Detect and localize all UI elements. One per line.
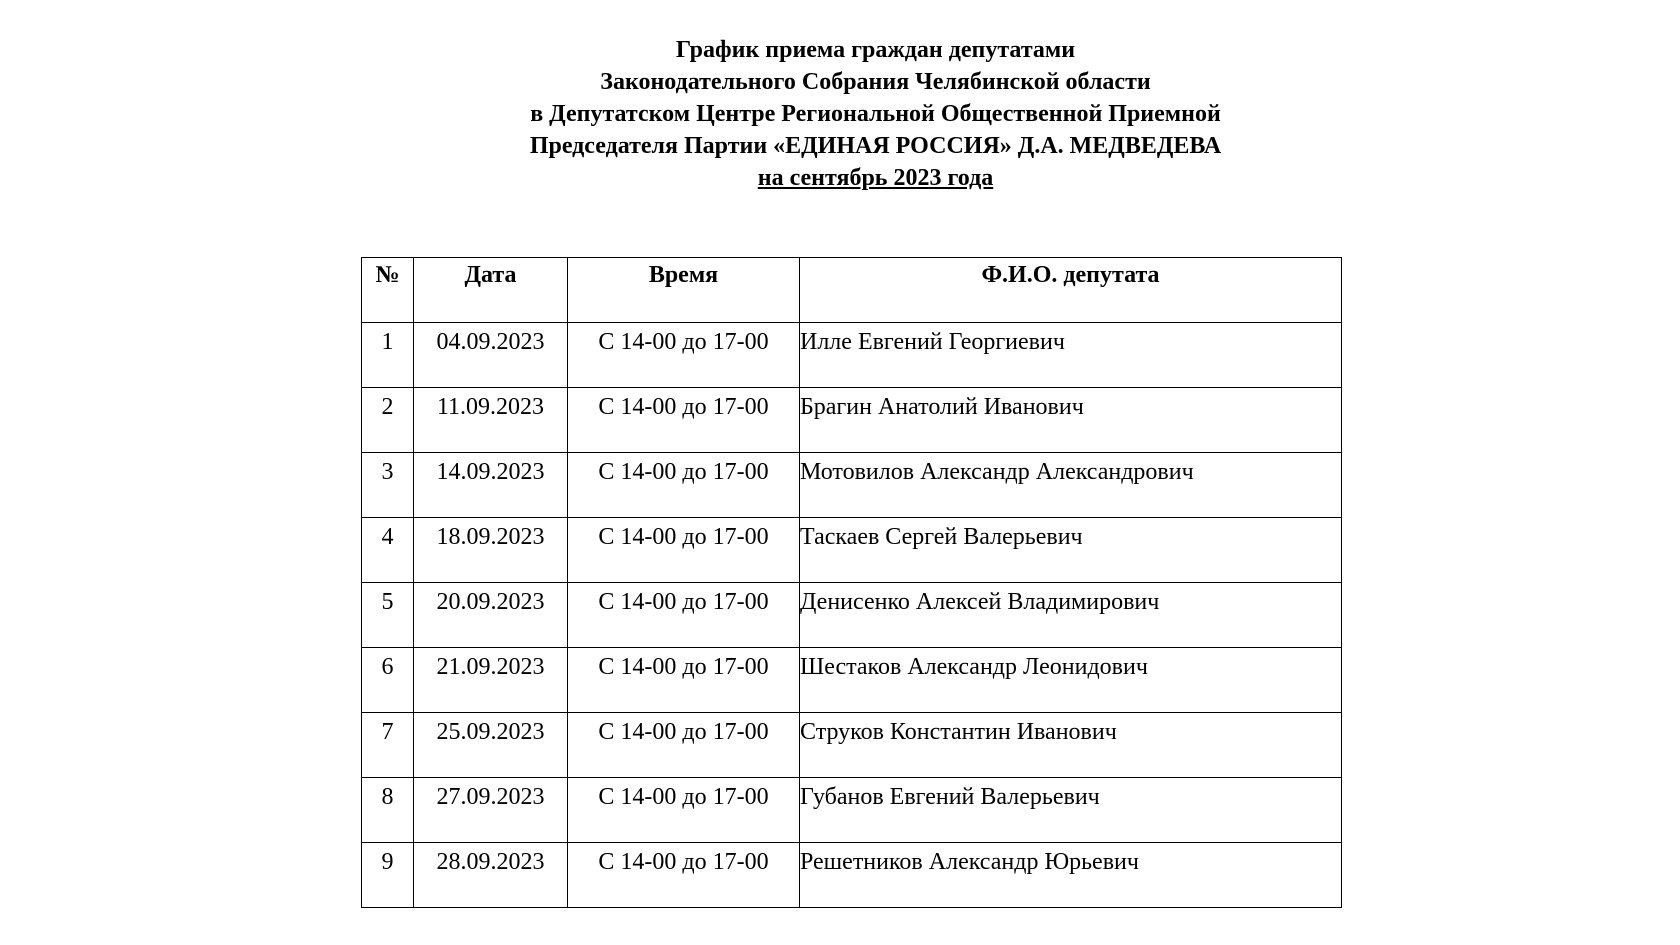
row-time: С 14-00 до 17-00 [568,518,800,583]
header-date: Дата [414,258,568,323]
row-deputy-name: Таскаев Сергей Валерьевич [800,518,1342,583]
header-time: Время [568,258,800,323]
table-row [362,778,1342,843]
table-row [362,843,1342,908]
header-number: № [362,258,414,323]
row-number: 7 [362,713,414,778]
row-time: С 14-00 до 17-00 [568,843,800,908]
row-time: С 14-00 до 17-00 [568,713,800,778]
table-row [362,453,1342,518]
row-time: С 14-00 до 17-00 [568,388,800,453]
table-row [362,518,1342,583]
title-line-2: Законодательного Собрания Челябинской области [600,69,1151,95]
header-deputy-name: Ф.И.О. депутата [800,258,1342,323]
title-line-1: График приема граждан депутатами [675,37,1076,63]
table-header-row [362,258,1342,323]
row-deputy-name: Губанов Евгений Валерьевич [800,778,1342,843]
row-deputy-name: Мотовилов Александр Александрович [800,453,1342,518]
table-row [362,713,1342,778]
row-number: 6 [362,648,414,713]
row-time: С 14-00 до 17-00 [568,583,800,648]
row-deputy-name: Брагин Анатолий Иванович [800,388,1342,453]
row-time: С 14-00 до 17-00 [568,453,800,518]
document-heading [0,34,1680,194]
row-date: 27.09.2023 [414,778,568,843]
row-number: 4 [362,518,414,583]
row-deputy-name: Шестаков Александр Леонидович [800,648,1342,713]
row-date: 25.09.2023 [414,713,568,778]
row-date: 28.09.2023 [414,843,568,908]
row-time: С 14-00 до 17-00 [568,778,800,843]
row-deputy-name: Илле Евгений Георгиевич [800,323,1342,388]
row-number: 2 [362,388,414,453]
row-date: 20.09.2023 [414,583,568,648]
title-line-4: Председателя Партии «ЕДИНАЯ РОССИЯ» Д.А. МЕДВЕДЕВА [529,133,1222,159]
row-date: 21.09.2023 [414,648,568,713]
row-number: 9 [362,843,414,908]
row-deputy-name: Денисенко Алексей Владимирович [800,583,1342,648]
row-date: 11.09.2023 [414,388,568,453]
schedule-table [361,257,1342,908]
row-number: 1 [362,323,414,388]
table-row [362,323,1342,388]
row-time: С 14-00 до 17-00 [568,648,800,713]
row-deputy-name: Решетников Александр Юрьевич [800,843,1342,908]
table-row [362,648,1342,713]
row-date: 14.09.2023 [414,453,568,518]
row-date: 04.09.2023 [414,323,568,388]
title-period: на сентябрь 2023 года [757,165,994,191]
row-deputy-name: Струков Константин Иванович [800,713,1342,778]
row-time: С 14-00 до 17-00 [568,323,800,388]
row-date: 18.09.2023 [414,518,568,583]
row-number: 8 [362,778,414,843]
table-row [362,388,1342,453]
table-row [362,583,1342,648]
row-number: 3 [362,453,414,518]
row-number: 5 [362,583,414,648]
title-line-3: в Депутатском Центре Региональной Общественной Приемной [530,101,1221,127]
